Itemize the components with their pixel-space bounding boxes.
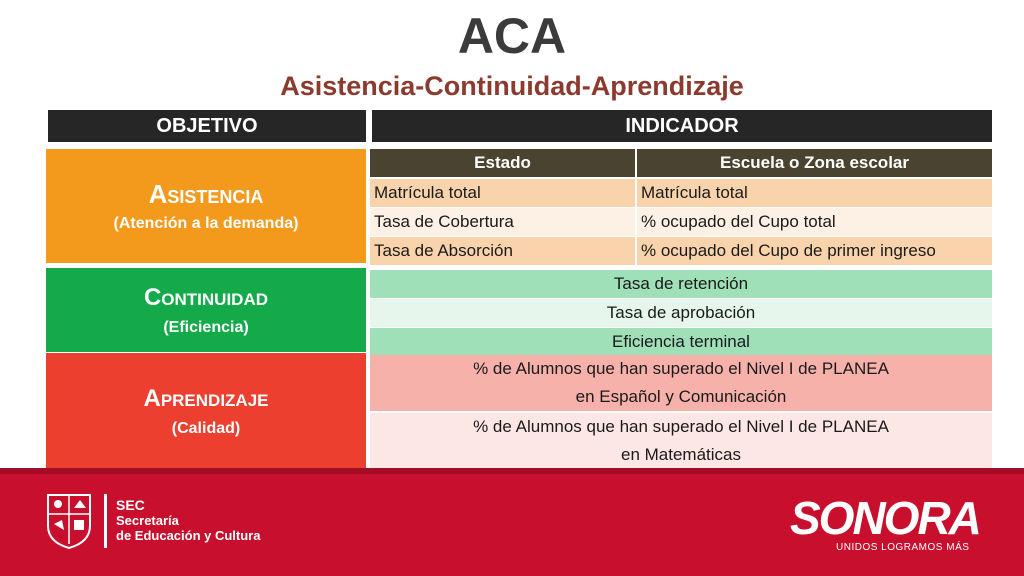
table-cell: % ocupado del Cupo total bbox=[637, 208, 992, 236]
sec-abbrev: SEC bbox=[116, 497, 145, 513]
table-cell: Matrícula total bbox=[637, 179, 992, 207]
state-seal-icon bbox=[44, 492, 94, 550]
objective-subtitle: (Calidad) bbox=[171, 419, 241, 437]
aprendizaje-row bbox=[370, 355, 992, 411]
aprendizaje-line: % de Alumnos que han superado el Nivel I de PLANEA bbox=[473, 417, 889, 436]
objetivo-header: OBJETIVO bbox=[48, 110, 366, 142]
table-cell: Tasa de Absorción bbox=[370, 237, 635, 265]
page-subtitle: Asistencia-Continuidad-Aprendizaje bbox=[280, 71, 744, 101]
divider bbox=[104, 494, 107, 548]
table-cell: % ocupado del Cupo de primer ingreso bbox=[637, 237, 992, 265]
objective-subtitle: (Eficiencia) bbox=[163, 319, 249, 336]
continuidad-row: Tasa de retención bbox=[370, 270, 992, 298]
indicador-header: INDICADOR bbox=[372, 110, 992, 142]
aprendizaje-line: en Matemáticas bbox=[621, 445, 741, 464]
sec-logo-text bbox=[116, 498, 260, 543]
sec-line: de Educación y Cultura bbox=[116, 528, 261, 543]
sonora-logo bbox=[790, 494, 980, 553]
objective-title: Continuidad bbox=[143, 284, 269, 311]
sonora-tagline: UNIDOS LOGRAMOS MÁS bbox=[836, 542, 970, 553]
objective-asistencia bbox=[46, 149, 366, 263]
aprendizaje-line: en Español y Comunicación bbox=[575, 387, 787, 406]
objective-title: Aprendizaje bbox=[143, 384, 269, 412]
page-title: ACA bbox=[457, 8, 567, 64]
objective-aprendizaje bbox=[46, 353, 366, 468]
objective-subtitle: (Atención a la demanda) bbox=[113, 215, 299, 232]
aprendizaje-line: % de Alumnos que han superado el Nivel I de PLANEA bbox=[473, 359, 889, 378]
continuidad-row: Eficiencia terminal bbox=[370, 328, 992, 356]
continuidad-row: Tasa de aprobación bbox=[370, 299, 992, 327]
sec-line: Secretaría bbox=[116, 513, 179, 528]
column-header-estado: Estado bbox=[370, 149, 635, 177]
table-cell: Tasa de Cobertura bbox=[370, 208, 635, 236]
aprendizaje-row bbox=[370, 413, 992, 469]
column-header-escuela: Escuela o Zona escolar bbox=[637, 149, 992, 177]
objective-title: Asistencia bbox=[148, 179, 264, 209]
objective-continuidad bbox=[46, 268, 366, 352]
footer-strip bbox=[0, 468, 1024, 474]
table-cell: Matrícula total bbox=[370, 179, 635, 207]
sonora-wordmark: SONORA bbox=[790, 492, 980, 544]
